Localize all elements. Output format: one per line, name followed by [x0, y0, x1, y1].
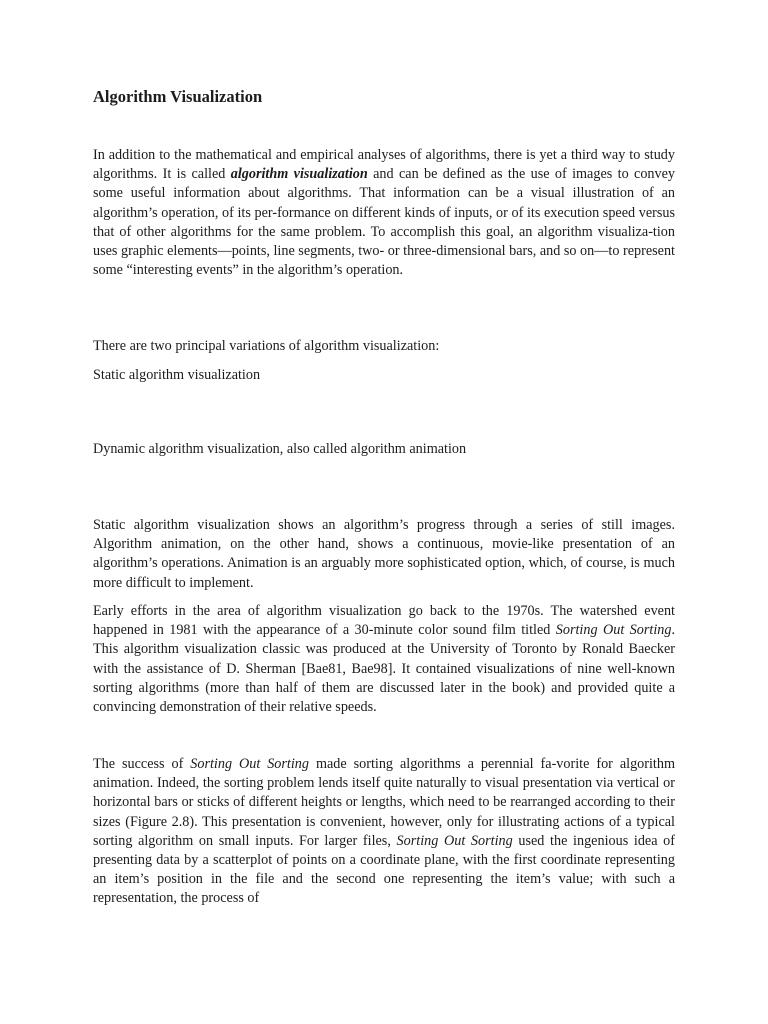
emphasis-term: algorithm visualization: [230, 166, 368, 183]
page-title: Algorithm Visualization: [93, 87, 263, 106]
paragraph-text: used the ingenious idea of presenting data by a scatterplot of points on a coordinate plane, with the first coordinate representing an item’s position in the file and the second one representing the item’s value; with such a representation, the process of: [93, 832, 675, 907]
film-title: Sorting Out Sorting: [190, 756, 309, 772]
film-title: Sorting Out Sorting: [396, 832, 513, 849]
paragraph-success: [93, 755, 675, 909]
paragraph-early-efforts: [93, 602, 675, 717]
paragraph-text: and can be defined as the use of images to convey some useful information about algorithms. That information can be a visual illustration of an algorithm’s operation, of its per-formance on different kinds of inputs, or of its execution speed versus that of other algorithms for the same problem. To accomplish this goal, an algorithm visualiza-tion uses graphic elements—points, line segments, two- or three-dimensional bars, and so on—to represent some “interesting events” in the algorithm’s operation.: [93, 166, 676, 279]
list-item-static: Static algorithm visualization: [93, 367, 261, 383]
paragraph-text: In addition to the mathematical and empirical analyses of algorithms, there is yet a third way to study algorithms. It is called: [93, 147, 675, 183]
paragraph-text: . This algorithm visualization classic was produced at the University of Toronto by Ronald Baecker with the assistance of D. Sherman [Bae81, Bae98]. It contained visualizations of nine well-known sorting algorithms (more than half of them are discussed later in the book) and provided quite a convincing demonstration of their relative speeds.: [93, 622, 675, 716]
paragraph-text: The success of: [93, 756, 191, 772]
paragraph-variations: There are two principal variations of algorithm visualization:: [93, 338, 440, 354]
paragraph-text: made sorting algorithms a perennial fa-vorite for algorithm animation. Indeed, the sorting problem lends itself quite naturally to visual presentation via vertical or horizontal bars or sticks of different heights or lengths, which need to be rearranged according to their sizes (Figure 2.8). This presentation is convenient, however, only for illustrating actions of a typical sorting algorithm on small inputs. For larger files,: [93, 756, 675, 849]
film-title: Sorting Out Sorting: [555, 622, 672, 639]
paragraph-static-vs-animation: Static algorithm visualization shows an algorithm’s progress through a series of still images. Algorithm animation, on the other hand, shows a continuous, movie-like presentation of an algorithm’s operations. Animation is an arguably more sophisticated option, which, of course, is much more difficult to implement.: [93, 517, 675, 591]
paragraph-intro: [93, 146, 675, 280]
list-item-dynamic: Dynamic algorithm visualization, also called algorithm animation: [93, 441, 467, 457]
paragraph-text: Early efforts in the area of algorithm visualization go back to the 1970s. The watershed event happened in 1981 with the appearance of a 30-minute color sound film titled: [93, 603, 675, 639]
